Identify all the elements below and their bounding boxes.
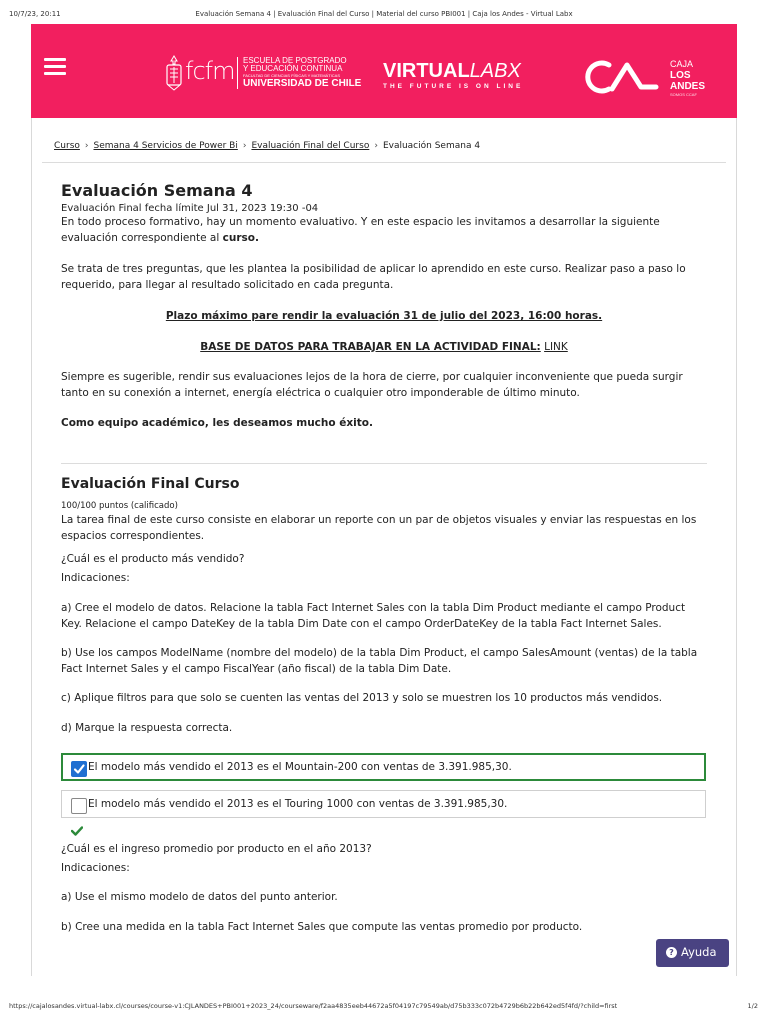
print-page-number: 1/2 — [747, 1002, 758, 1010]
database-link[interactable]: LINK — [544, 340, 568, 353]
caja-los-andes-mark-icon — [579, 60, 663, 94]
description-paragraph: Se trata de tres preguntas, que les plantea la posibilidad de aplicar lo aprendido en este curso. Realizar paso a paso lo requerido, para llegar al resultado solicitado en cada pregunta. — [61, 263, 686, 291]
fcfm-line-1: ESCUELA DE POSTGRADO — [243, 56, 347, 65]
fcfm-line-2: Y EDUCACIÓN CONTINUA — [243, 64, 343, 73]
problem-section — [61, 474, 707, 736]
breadcrumb-current: Evaluación Semana 4 — [382, 141, 481, 151]
logo-divider — [237, 57, 238, 89]
answer-choice-1[interactable] — [61, 753, 706, 781]
question-1-step-b: b) Use los campos ModelName (nombre del modelo) de la tabla Dim Product, el campo SalesAmount (ventas) de la tabla Fact Internet Sales y el campo FiscalYear (año fiscal) de la tabla Dim Date. — [61, 647, 698, 675]
print-title: Evaluación Semana 4 | Evaluación Final del Curso | Material del curso PBI001 | Caja los Andes - Virtual Labx — [195, 10, 573, 18]
closing-line — [61, 416, 707, 432]
university-crest-icon — [165, 55, 183, 91]
correct-check-icon — [71, 826, 83, 836]
print-datetime: 10/7/23, 20:11 — [9, 10, 61, 18]
breadcrumb — [54, 141, 714, 151]
virtuallabx-word-italic: LABX — [469, 60, 521, 82]
top-banner — [31, 24, 737, 118]
question-1-step-d: d) Marque la respuesta correcta. — [61, 721, 233, 734]
question-1: ¿Cuál es el producto más vendido? — [61, 553, 245, 565]
virtuallabx-logo — [383, 61, 523, 90]
caja-line-3: ANDES — [670, 81, 706, 92]
print-header — [0, 0, 768, 22]
checkbox-checked-icon[interactable] — [71, 761, 87, 777]
chevron-right-icon: › — [84, 141, 89, 151]
breadcrumb-divider — [42, 162, 726, 163]
database-line — [61, 340, 707, 356]
question-1-indications: Indicaciones: — [61, 571, 130, 584]
checkbox-unchecked-icon[interactable] — [71, 798, 87, 814]
fcfm-line-3: FACULTAD DE CIENCIAS FÍSICAS Y MATEMÁTICAS — [243, 73, 340, 78]
fcfm-text — [243, 57, 361, 89]
question-2-indications: Indicaciones: — [61, 861, 130, 874]
virtuallabx-word-bold: VIRTUAL — [383, 60, 470, 82]
question-1-step-c: c) Aplique filtros para que solo se cuenten las ventas del 2013 y solo se muestren los 10 productos más vendidos. — [61, 692, 663, 704]
virtuallabx-tagline: THE FUTURE IS ON LINE — [383, 83, 524, 90]
chevron-right-icon: › — [242, 141, 247, 151]
section-divider — [61, 463, 707, 464]
unit-content — [61, 180, 707, 432]
question-2-step-b: b) Cree una medida en la tabla Fact Internet Sales que compute las ventas promedio por producto. — [61, 920, 583, 933]
database-label: BASE DE DATOS PARA TRABAJAR EN LA ACTIVIDAD FINAL: — [200, 340, 541, 353]
help-label: Ayuda — [681, 945, 717, 959]
advice-paragraph: Siempre es sugerible, rendir sus evaluaciones lejos de la hora de cierre, por cualquier inconveniente que pueda surgir tanto en su conexión a internet, energía eléctrica o cualquier otro imponderable de último minuto. — [61, 371, 683, 399]
intro-text: En todo proceso formativo, hay un momento evaluativo. Y en este espacio les invitamos a desarrollar la siguiente evaluación correspondiente al — [61, 216, 660, 244]
caja-line-4: SOMOS CCAF — [670, 92, 697, 97]
print-footer — [0, 1002, 768, 1016]
question-2-section — [61, 842, 707, 935]
deadline-text: Plazo máximo pare rendir la evaluación 31 de julio del 2023, 16:00 horas. — [165, 310, 603, 322]
closing-text: Como equipo académico, les deseamos mucho éxito. — [61, 417, 373, 429]
print-url: https://cajalosandes.virtual-labx.cl/courses/course-v1:CJLANDES+PBI001+2023_24/courseware/f2aa4835eeb44672a5f04197c79549ab/d75b333c072b4729b6b22b642ed5f4fd/?child=first — [9, 1002, 618, 1010]
breadcrumb-section[interactable]: Evaluación Final del Curso — [251, 141, 370, 151]
caja-line-2: LOS — [670, 70, 691, 81]
fcfm-wordmark: fcfm — [185, 57, 235, 85]
deadline-notice — [61, 309, 707, 325]
answer-choice-1-label: El modelo más vendido el 2013 es el Mountain-200 con ventas de 3.391.985,30. — [88, 761, 512, 773]
problem-title: Evaluación Final Curso — [61, 476, 240, 492]
breadcrumb-course[interactable]: Curso — [54, 141, 80, 151]
help-button[interactable] — [656, 939, 729, 967]
question-1-step-a: a) Cree el modelo de datos. Relacione la tabla Fact Internet Sales con la tabla Dim Product mediante el campo Product Key. Relacione el campo DateKey de la tabla Dim Date con el campo OrderDateKey de la tabla Fact Internet Sales. — [61, 602, 686, 630]
problem-points: 100/100 puntos (calificado) — [61, 501, 178, 511]
intro-bold: curso. — [222, 231, 259, 244]
caja-text — [670, 59, 705, 98]
chevron-right-icon: › — [374, 141, 378, 151]
due-date: Evaluación Final fecha límite Jul 31, 2023 19:30 -04 — [61, 203, 319, 214]
caja-line-1: CAJA — [670, 59, 694, 69]
intro-paragraph — [61, 215, 707, 246]
problem-description: La tarea final de este curso consiste en elaborar un reporte con un par de objetos visuales y enviar las respuestas en los espacios correspondientes. — [61, 514, 697, 542]
menu-icon[interactable] — [44, 58, 66, 76]
answer-choice-2[interactable] — [61, 790, 706, 818]
breadcrumb-week[interactable]: Semana 4 Servicios de Power Bi — [93, 141, 238, 151]
question-2: ¿Cuál es el ingreso promedio por producto en el año 2013? — [61, 843, 372, 855]
question-2-step-a: a) Use el mismo modelo de datos del punto anterior. — [61, 891, 338, 903]
unit-title: Evaluación Semana 4 — [61, 181, 253, 200]
fcfm-line-4: UNIVERSIDAD DE CHILE — [243, 78, 362, 89]
help-icon: ? — [666, 947, 677, 958]
answer-choice-2-label: El modelo más vendido el 2013 es el Touring 1000 con ventas de 3.391.985,30. — [88, 798, 508, 810]
